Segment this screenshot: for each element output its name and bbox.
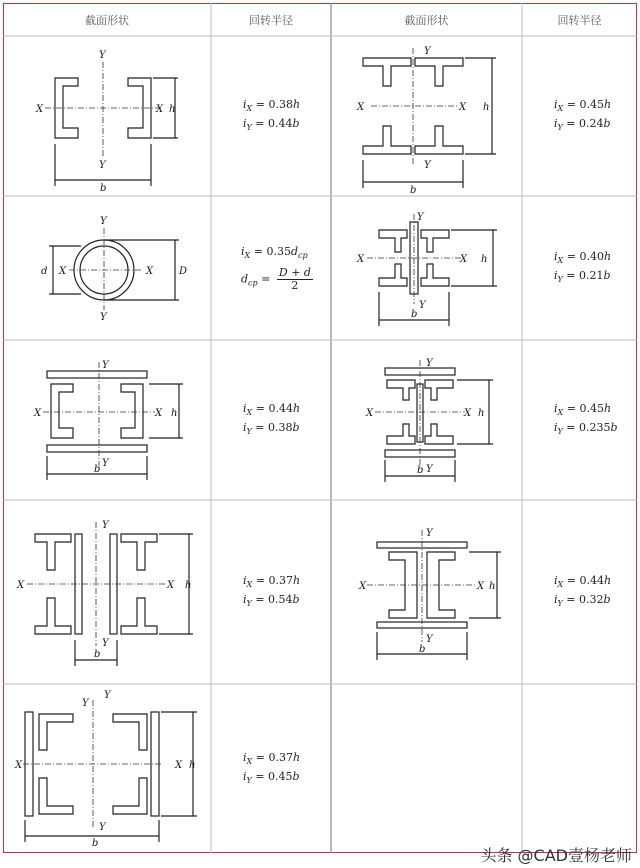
axis-label-x-left: X — [36, 104, 44, 115]
axis-label-x-left: X — [357, 254, 365, 265]
axis-label-y-top: Y — [426, 358, 433, 369]
dim-label-b: b — [411, 309, 418, 320]
dim-label-h: h — [478, 408, 485, 419]
axis-label-y-bottom: Y — [99, 822, 106, 833]
axis-label-x-left: X — [366, 408, 374, 419]
axis-label-y-top: Y — [424, 46, 431, 57]
dim-label-b: b — [94, 649, 101, 660]
axis-label-y-bottom: Y — [99, 160, 106, 171]
axis-label-x-right: X — [146, 266, 154, 277]
axis-label-y-top: Y — [426, 528, 433, 539]
fraction: $\frac{D + d}{2}$ — [278, 266, 311, 292]
dim-label-h: h — [483, 102, 490, 113]
header-radius-right: 回转半径 — [557, 13, 602, 27]
section-circular-tube — [3, 196, 211, 340]
formula-cell: $i_X = 0.45h$ $i_Y = 0.235b$ — [554, 402, 618, 436]
dim-label-b: b — [417, 465, 424, 476]
axis-label-y-top-left: Y — [82, 698, 89, 709]
axis-label-x-left: X — [359, 581, 367, 592]
radius-of-gyration-table — [3, 3, 637, 853]
watermark: 头条 @CAD壹杨老师 — [480, 846, 632, 865]
formula-cell: $i_X = 0.44h$ $i_Y = 0.38b$ — [243, 402, 301, 436]
formula-cell: $i_X = 0.37h$ $i_Y = 0.45b$ — [243, 750, 301, 785]
section-angles-two-plates — [3, 500, 211, 684]
axis-label-x-right: X — [155, 408, 163, 419]
axis-label-y-bottom: Y — [102, 638, 109, 649]
dim-label-b: b — [92, 838, 99, 849]
dim-label-h: h — [489, 581, 496, 592]
axis-label-x-right: X — [477, 581, 485, 592]
axis-label-y-top: Y — [417, 212, 424, 223]
axis-label-y-bottom: Y — [426, 464, 433, 475]
section-plate-with-angles — [331, 196, 522, 340]
axis-label-x-right: X — [464, 408, 472, 419]
header-section-shape-left: 截面形状 — [85, 13, 129, 27]
dim-label-b: b — [94, 464, 101, 475]
dim-label-b: b — [410, 185, 417, 196]
formula-cell: $i_X = 0.35d_{cp}$ $d_{cp}$ = $\frac{D + d}{2}$ — [241, 245, 311, 292]
header-section-shape-right: 截面形状 — [404, 13, 449, 27]
formula-cell: $i_X = 0.37h$ $i_Y = 0.54b$ — [243, 574, 301, 608]
axis-label-y-bottom: Y — [424, 160, 431, 171]
axis-label-x-left: X — [59, 266, 67, 277]
dim-label-h: h — [185, 580, 192, 591]
dim-label-D: D — [179, 266, 188, 277]
formula-cell: $i_X = 0.44h$ $i_Y = 0.32b$ — [554, 574, 612, 608]
section-angles-with-plates — [331, 340, 522, 500]
axis-label-y-bottom: Y — [426, 634, 433, 645]
axis-label-x-left: X — [34, 408, 42, 419]
axis-label-y-top: Y — [100, 216, 107, 227]
axis-label-x-right: X — [460, 254, 468, 265]
section-two-channels — [3, 36, 211, 196]
dim-label-b: b — [100, 183, 107, 194]
axis-label-x-right: X — [459, 102, 467, 113]
formula-cell: $i_X = 0.45h$ $i_Y = 0.24b$ — [554, 98, 612, 132]
axis-label-x-right: X — [167, 580, 175, 591]
dim-label-h: h — [481, 254, 488, 265]
axis-label-y-top: Y — [99, 50, 106, 61]
dim-label-d: d — [41, 266, 48, 277]
axis-label-x-left: X — [15, 760, 23, 771]
axis-label-x-left: X — [17, 580, 25, 591]
axis-label-y-bottom: Y — [102, 458, 109, 469]
section-four-angles — [331, 36, 522, 196]
axis-label-y-bottom: Y — [419, 300, 426, 311]
dim-label-h: h — [189, 760, 196, 771]
axis-label-y-bottom: Y — [100, 312, 107, 323]
axis-label-y-top: Y — [102, 520, 109, 531]
axis-label-x-right: X — [175, 760, 183, 771]
header-radius-left: 回转半径 — [249, 13, 293, 27]
dim-label-h: h — [171, 408, 178, 419]
formula-cell: $i_X = 0.40h$ $i_Y = 0.21b$ — [554, 250, 612, 284]
axis-label-y-top: Y — [102, 360, 109, 371]
dim-label-b: b — [419, 644, 426, 655]
dim-label-h: h — [169, 104, 176, 115]
section-channels-back-to-back-plates — [331, 500, 522, 684]
formula-cell: $i_X = 0.38h$ $i_Y = 0.44b$ — [243, 98, 301, 132]
section-plates-four-angles — [3, 684, 211, 853]
axis-label-x-right: X — [156, 104, 164, 115]
axis-label-x-left: X — [357, 102, 365, 113]
axis-label-y-top-right: Y — [104, 690, 111, 701]
section-channels-with-plates — [3, 340, 211, 500]
